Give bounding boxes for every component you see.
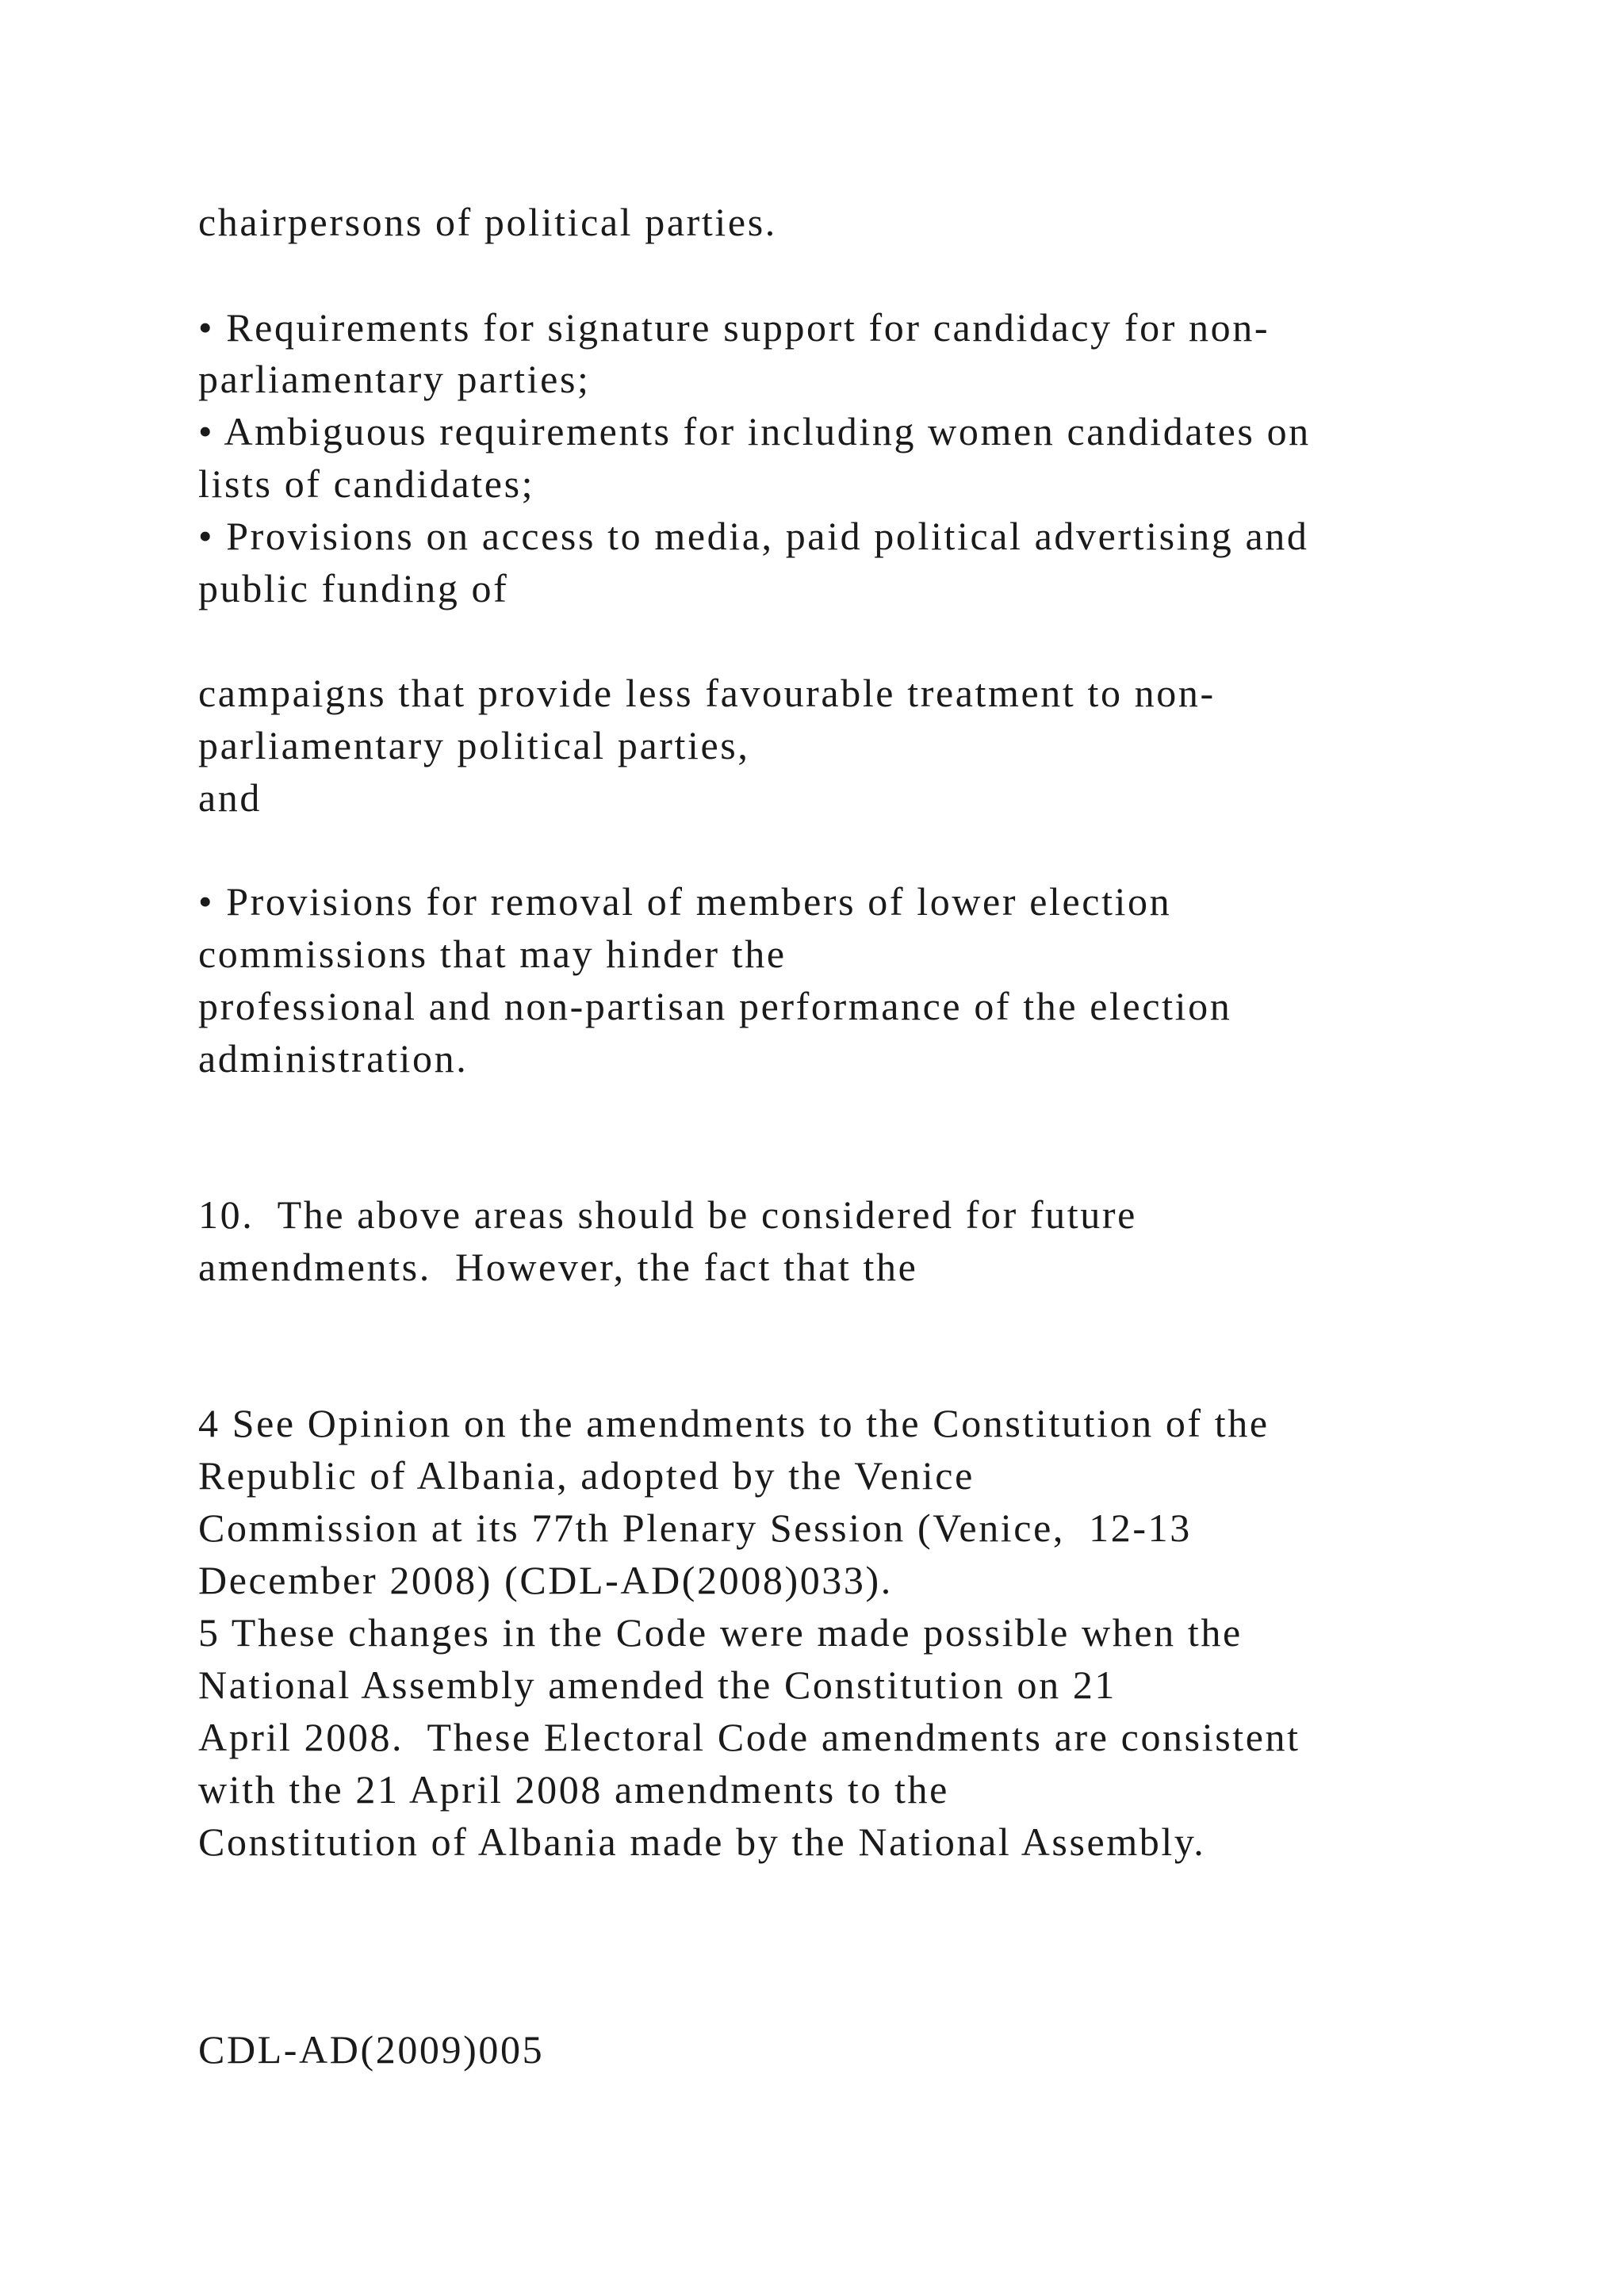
text-line: Constitution of Albania made by the National Assembly. bbox=[198, 1820, 1206, 1864]
text-line: public funding of bbox=[198, 566, 509, 610]
text-line: and bbox=[198, 775, 262, 820]
text-line: National Assembly amended the Constitution on 21 bbox=[198, 1663, 1117, 1707]
text-line: administration. bbox=[198, 1036, 469, 1081]
bullet-item-media-access: • Provisions on access to media, paid political advertising and bbox=[198, 514, 1309, 558]
text-line: campaigns that provide less favourable treatment to non- bbox=[198, 671, 1216, 715]
paragraph-10: 10. The above areas should be considered for future bbox=[198, 1192, 1137, 1237]
text-line: parliamentary political parties, bbox=[198, 723, 750, 767]
document-reference: CDL-AD(2009)005 bbox=[198, 2027, 545, 2072]
text-line: April 2008. These Electoral Code amendments are consistent bbox=[198, 1715, 1300, 1759]
text-line: lists of candidates; bbox=[198, 461, 535, 506]
bullet-item-women-candidates: • Ambiguous requirements for including women candidates on bbox=[198, 409, 1311, 453]
text-line: December 2008) (CDL-AD(2008)033). bbox=[198, 1558, 893, 1602]
text-line: amendments. However, the fact that the bbox=[198, 1245, 918, 1289]
text-line: commissions that may hinder the bbox=[198, 932, 787, 976]
footnote-4: 4 See Opinion on the amendments to the Constitution of the bbox=[198, 1401, 1270, 1445]
bullet-item-signature-requirements: • Requirements for signature support for candidacy for non- bbox=[198, 305, 1270, 350]
text-line: with the 21 April 2008 amendments to the bbox=[198, 1767, 949, 1812]
text-line: parliamentary parties; bbox=[198, 357, 591, 401]
text-line: Commission at its 77th Plenary Session (Venice, 12-13 bbox=[198, 1506, 1192, 1550]
text-line: professional and non-partisan performance of the election bbox=[198, 984, 1232, 1028]
text-line: Republic of Albania, adopted by the Venice bbox=[198, 1453, 975, 1498]
bullet-item-removal-of-members: • Provisions for removal of members of lower election bbox=[198, 879, 1172, 924]
footnote-5: 5 These changes in the Code were made possible when the bbox=[198, 1610, 1243, 1655]
text-line: chairpersons of political parties. bbox=[198, 200, 777, 244]
